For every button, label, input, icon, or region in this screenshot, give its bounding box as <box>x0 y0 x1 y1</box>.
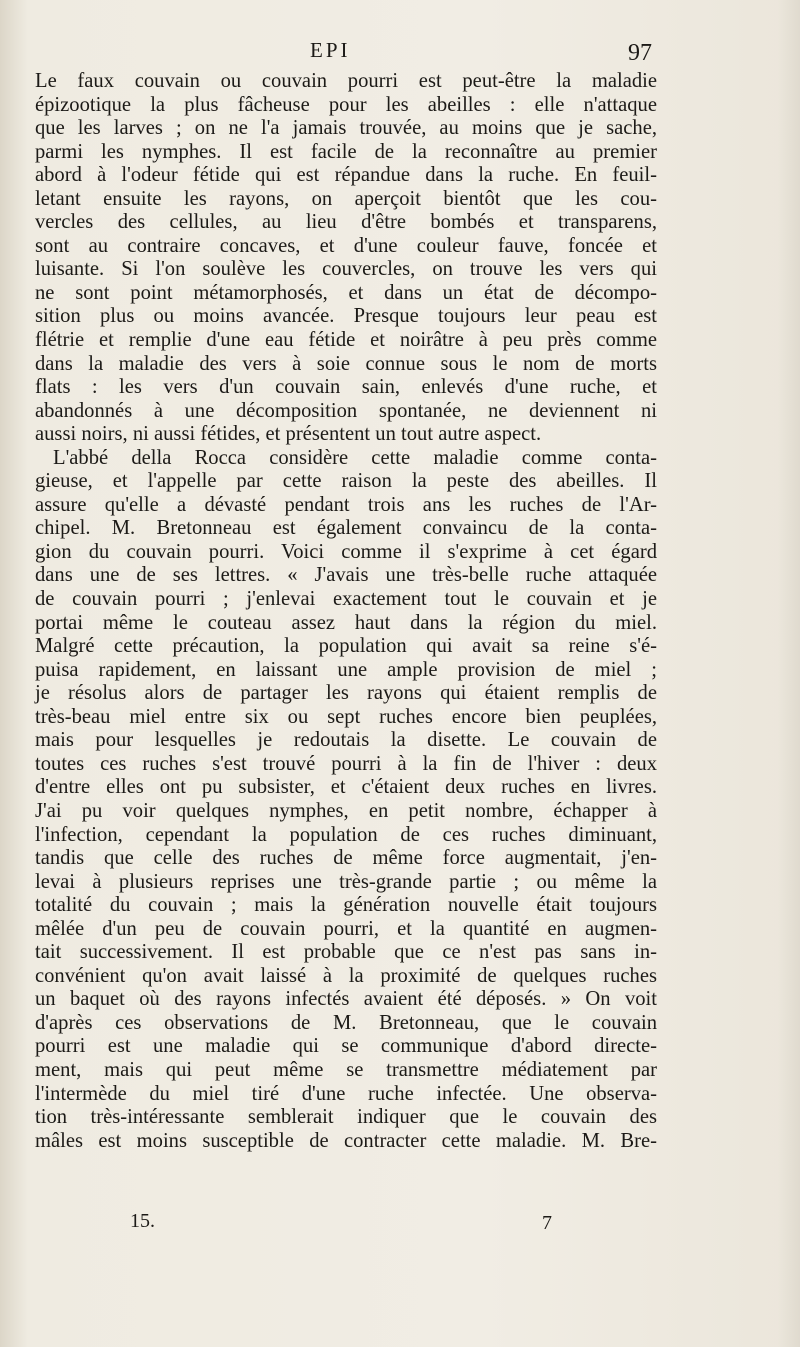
text-line: gion du couvain pourri. Voici comme il s'exprime à cet égard <box>35 540 657 563</box>
text-line: mais pour lesquelles je redoutais la disette. Le couvain de <box>35 729 657 752</box>
text-line: Le faux couvain ou couvain pourri est peut-être la maladie <box>35 70 657 92</box>
text-line: sont au contraire concaves, et d'une couleur fauve, foncée et <box>35 234 657 257</box>
text-line: letant ensuite les rayons, on aperçoit bientôt que les cou- <box>35 187 657 210</box>
text-line: l'intermède du miel tiré d'une ruche infectée. Une observa- <box>35 1082 657 1105</box>
text-line: flétrie et remplie d'une eau fétide et noirâtre à peu près comme <box>35 329 657 352</box>
text-line: chipel. M. Bretonneau est également convaincu de la conta- <box>35 517 657 540</box>
text-line: levai à plusieurs reprises une très-grande partie ; ou même la <box>35 870 657 893</box>
text-line: tandis que celle des ruches de même force augmentait, j'en- <box>35 847 657 870</box>
text-line: ment, mais qui peut même se transmettre médiatement par <box>35 1058 657 1081</box>
text-line: Malgré cette précaution, la population qui avait sa reine s'é- <box>35 635 657 658</box>
text-line: pourri est une maladie qui se communique d'abord directe- <box>35 1035 657 1058</box>
text-line: parmi les nymphes. Il est facile de la reconnaître au premier <box>35 140 657 163</box>
text-line: toutes ces ruches s'est trouvé pourri à la fin de l'hiver : deux <box>35 752 657 775</box>
text-line: que les larves ; on ne l'a jamais trouvée, au moins que je sache, <box>35 117 657 140</box>
text-line: aussi noirs, ni aussi fétides, et présentent un tout autre aspect. <box>35 423 542 446</box>
text-line: d'entre elles ont pu subsister, et c'étaient deux ruches en livres. <box>35 776 657 799</box>
text-line: convénient qu'on avait laissé à la proximité de quelques ruches <box>35 964 657 987</box>
text-line: abord à l'odeur fétide qui est répandue dans la ruche. En feuil- <box>35 164 657 187</box>
running-head-title: EPI <box>310 38 351 62</box>
signature-mark: 7 <box>542 1212 552 1234</box>
running-head <box>0 38 800 72</box>
page-footer <box>0 1210 800 1240</box>
page-number: 97 <box>628 40 652 66</box>
text-line: gieuse, et l'appelle par cette raison la peste des abeilles. Il <box>35 470 657 493</box>
body-text <box>35 70 657 1153</box>
text-line: totalité du couvain ; mais la génération nouvelle était toujours <box>35 894 657 917</box>
text-line: l'infection, cependant la population de ces ruches diminuant, <box>35 823 657 846</box>
text-line: un baquet où des rayons infectés avaient été déposés. » On voit <box>35 988 657 1011</box>
signature-number: 15. <box>130 1210 155 1232</box>
text-line: mâles est moins susceptible de contracter cette maladie. M. Bre- <box>35 1129 657 1152</box>
text-line: assure qu'elle a dévasté pendant trois ans les ruches de l'Ar- <box>35 493 657 516</box>
text-line: abandonnés à une décomposition spontanée, ne deviennent ni <box>35 399 657 422</box>
text-line: portai même le couteau assez haut dans la région du miel. <box>35 611 657 634</box>
text-line: ne sont point métamorphosés, et dans un état de décompo- <box>35 281 657 304</box>
text-line: d'après ces observations de M. Bretonneau, que le couvain <box>35 1011 657 1034</box>
text-line: sition plus ou moins avancée. Presque toujours leur peau est <box>35 305 657 328</box>
text-line: L'abbé della Rocca considère cette maladie comme conta- <box>53 446 657 469</box>
text-line: luisante. Si l'on soulève les couvercles, on trouve les vers qui <box>35 258 657 281</box>
text-line: dans la maladie des vers à soie connue sous le nom de morts <box>35 352 657 375</box>
text-line: dans une de ses lettres. « J'avais une très-belle ruche attaquée <box>35 564 657 587</box>
text-line: je résolus alors de partager les rayons qui étaient remplis de <box>35 682 657 705</box>
text-line: puisa rapidement, en laissant une ample provision de miel ; <box>35 658 657 681</box>
text-line: tait successivement. Il est probable que ce n'est pas sans in- <box>35 941 657 964</box>
text-line: de couvain pourri ; j'enlevai exactement tout le couvain et je <box>35 588 657 611</box>
text-line: flats : les vers d'un couvain sain, enlevés d'une ruche, et <box>35 376 657 399</box>
page-edge-shadow <box>778 0 800 1347</box>
text-line: J'ai pu voir quelques nymphes, en petit nombre, échapper à <box>35 799 657 822</box>
text-line: vercles des cellules, au lieu d'être bombés et transparens, <box>35 211 657 234</box>
text-line: très-beau miel entre six ou sept ruches encore bien peuplées, <box>35 705 657 728</box>
text-line: tion très-intéressante semblerait indiquer que le couvain des <box>35 1106 657 1129</box>
text-line: mêlée d'un peu de couvain pourri, et la quantité en augmen- <box>35 917 657 940</box>
text-line: épizootique la plus fâcheuse pour les abeilles : elle n'attaque <box>35 93 657 116</box>
